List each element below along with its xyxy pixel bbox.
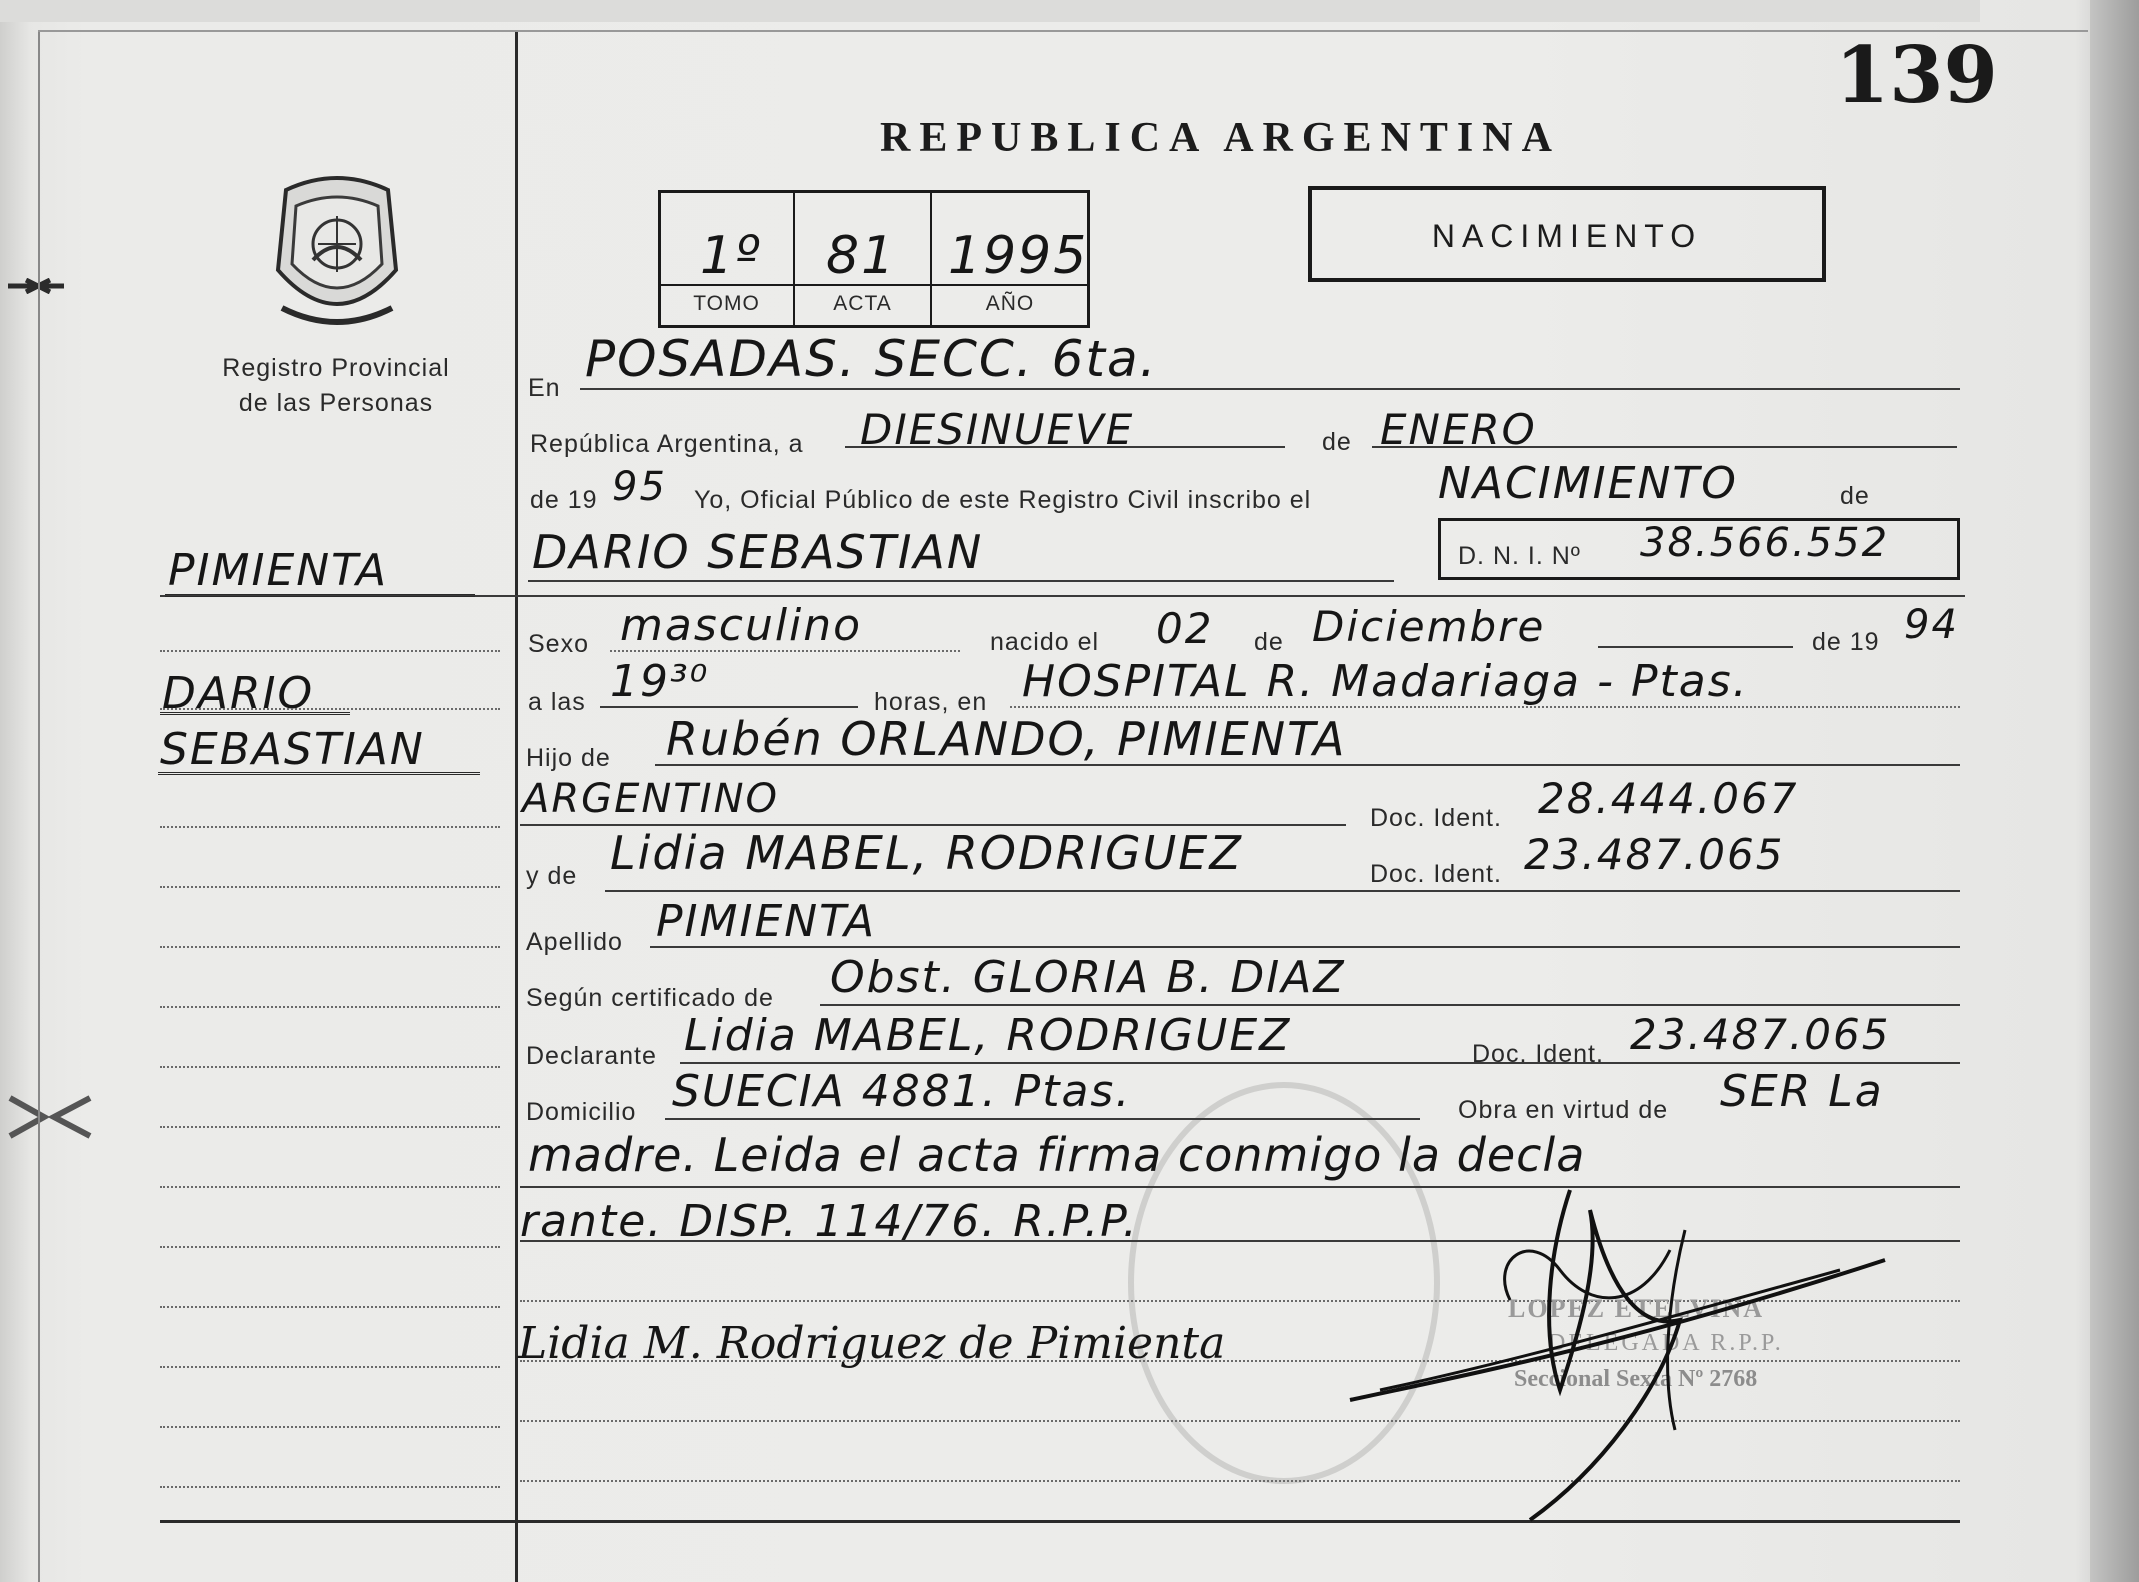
official-stamp-office: Seccional Sexta Nº 2768 bbox=[1514, 1366, 1758, 1392]
margin-line bbox=[160, 886, 500, 888]
margin-given-underline-2 bbox=[158, 772, 480, 775]
dni-label: D. N. I. Nº bbox=[1458, 542, 1581, 570]
anio-value: 1995 bbox=[948, 226, 1089, 286]
declarante-line bbox=[680, 1062, 1960, 1064]
segun-label: Según certificado de bbox=[526, 984, 774, 1012]
birth-place: HOSPITAL R. Madariaga - Ptas. bbox=[1022, 656, 1749, 707]
registry-name-line1: Registro Provincial bbox=[222, 354, 450, 382]
birth-year-suffix: 94 bbox=[1904, 602, 1959, 648]
mother-doc: 23.487.065 bbox=[1524, 830, 1785, 879]
obra-label: Obra en virtud de bbox=[1458, 1096, 1669, 1124]
declarante-doc: 23.487.065 bbox=[1630, 1010, 1891, 1059]
father-name-line bbox=[655, 764, 1960, 766]
day-value: DIESINUEVE bbox=[860, 405, 1135, 454]
margin-line bbox=[160, 1366, 500, 1368]
margin-line bbox=[160, 1066, 500, 1068]
margin-line bbox=[160, 650, 500, 652]
declarante-doc-label: Doc. Ident. bbox=[1472, 1040, 1604, 1068]
margin-given-name-2: SEBASTIAN bbox=[160, 724, 425, 775]
margin-line bbox=[160, 1126, 500, 1128]
place-line bbox=[580, 388, 1960, 390]
margin-given-name-1: DARIO bbox=[162, 668, 315, 719]
margin-line bbox=[160, 1426, 500, 1428]
domicilio-value: SUECIA 4881. Ptas. bbox=[672, 1066, 1132, 1117]
mother-doc-label: Doc. Ident. bbox=[1370, 860, 1502, 888]
event-value: NACIMIENTO bbox=[1438, 458, 1738, 509]
month-value: ENERO bbox=[1380, 405, 1537, 454]
notes-line-2: rante. DISP. 114/76. R.P.P. bbox=[520, 1196, 1139, 1247]
birth-day: 02 bbox=[1156, 604, 1214, 653]
act-type-label: NACIMIENTO bbox=[1431, 218, 1703, 254]
birth-time: 19³⁰ bbox=[610, 656, 710, 707]
acta-value: 81 bbox=[826, 226, 897, 286]
place-value: POSADAS. SECC. 6ta. bbox=[585, 330, 1158, 388]
dni-value: 38.566.552 bbox=[1640, 520, 1890, 566]
de-label-3: de bbox=[1254, 628, 1284, 656]
margin-line bbox=[160, 1486, 500, 1488]
margin-given-underline-1 bbox=[160, 712, 350, 715]
top-page-edge bbox=[0, 0, 1980, 22]
day-line bbox=[845, 446, 1285, 448]
birth-year-prefix: de 19 bbox=[1812, 628, 1880, 656]
certificate-by: Obst. GLORIA B. DIAZ bbox=[830, 952, 1346, 1003]
margin-line bbox=[160, 826, 500, 828]
de-label-2: de bbox=[1840, 482, 1870, 510]
declarant-signature: Lidia M. Rodriguez de Pimienta bbox=[518, 1318, 1226, 1369]
father-doc-label: Doc. Ident. bbox=[1370, 804, 1502, 832]
anio-label: AÑO bbox=[985, 292, 1035, 315]
en-label: En bbox=[528, 374, 561, 402]
margin-surname-underline bbox=[165, 594, 475, 597]
hijo-label: Hijo de bbox=[526, 744, 611, 772]
sexo-value: masculino bbox=[620, 600, 863, 651]
sexo-line bbox=[610, 650, 960, 652]
staple-bottom-icon bbox=[4, 1094, 94, 1140]
margin-surname: PIMIENTA bbox=[168, 545, 389, 596]
republic-label: República Argentina, a bbox=[530, 430, 804, 458]
margin-line bbox=[160, 1186, 500, 1188]
birth-month: Diciembre bbox=[1312, 602, 1546, 651]
de-label: de bbox=[1322, 428, 1352, 456]
officer-text: Yo, Oficial Público de este Registro Civil inscribo el bbox=[694, 486, 1312, 514]
apellido-value: PIMIENTA bbox=[656, 896, 877, 947]
declarante-label: Declarante bbox=[526, 1042, 657, 1070]
birth-month-line bbox=[1598, 646, 1793, 648]
mother-name: Lidia MABEL, RODRIGUEZ bbox=[610, 826, 1243, 880]
sexo-label: Sexo bbox=[528, 630, 589, 658]
declarante-name: Lidia MABEL, RODRIGUEZ bbox=[684, 1010, 1292, 1061]
alas-label: a las bbox=[528, 688, 586, 716]
page-number: 139 bbox=[1835, 30, 1998, 121]
obra-value: SER La bbox=[1720, 1066, 1884, 1117]
year-suffix: 95 bbox=[612, 464, 667, 510]
certificate-line bbox=[820, 1004, 1960, 1006]
notes-line-1: madre. Leida el acta firma conmigo la decla bbox=[528, 1128, 1586, 1182]
tomo-label: TOMO bbox=[693, 292, 760, 315]
acta-label: ACTA bbox=[833, 292, 892, 315]
left-margin-border bbox=[38, 30, 40, 1582]
horas-label: horas, en bbox=[874, 688, 988, 716]
child-name-line bbox=[528, 580, 1394, 582]
father-name: Rubén ORLANDO, PIMIENTA bbox=[666, 712, 1347, 766]
domicilio-label: Domicilio bbox=[526, 1098, 637, 1126]
nacido-label: nacido el bbox=[990, 628, 1100, 656]
tomo-value: 1º bbox=[700, 226, 762, 286]
margin-line bbox=[160, 1306, 500, 1308]
official-stamp-name: LOPEZ ETELVINA bbox=[1508, 1294, 1765, 1323]
yde-label: y de bbox=[526, 862, 578, 890]
birth-time-line bbox=[600, 706, 858, 708]
margin-line bbox=[160, 946, 500, 948]
margin-line bbox=[160, 1246, 500, 1248]
margin-line bbox=[160, 708, 500, 710]
margin-line bbox=[160, 1006, 500, 1008]
official-stamp-title: DELEGADA R.P.P. bbox=[1548, 1330, 1784, 1356]
mother-name-line bbox=[605, 890, 1960, 892]
apellido-label: Apellido bbox=[526, 928, 623, 956]
month-line bbox=[1372, 446, 1957, 448]
year-prefix: de 19 bbox=[530, 486, 598, 514]
birth-place-line bbox=[1010, 706, 1960, 708]
official-signature-scribble bbox=[1340, 1170, 1900, 1550]
right-page-edge bbox=[2090, 0, 2139, 1582]
page-edge-shadow bbox=[0, 0, 30, 1582]
apellido-line bbox=[650, 946, 1960, 948]
father-doc: 28.444.067 bbox=[1538, 774, 1799, 823]
child-name: DARIO SEBASTIAN bbox=[532, 525, 984, 579]
country-title: REPUBLICA ARGENTINA bbox=[880, 115, 1561, 161]
registry-name-line2: de las Personas bbox=[238, 389, 434, 417]
domicilio-line bbox=[665, 1118, 1420, 1120]
father-nationality: ARGENTINO bbox=[522, 776, 779, 822]
registry-seal-icon bbox=[268, 170, 406, 330]
top-frame-line bbox=[38, 30, 2088, 32]
